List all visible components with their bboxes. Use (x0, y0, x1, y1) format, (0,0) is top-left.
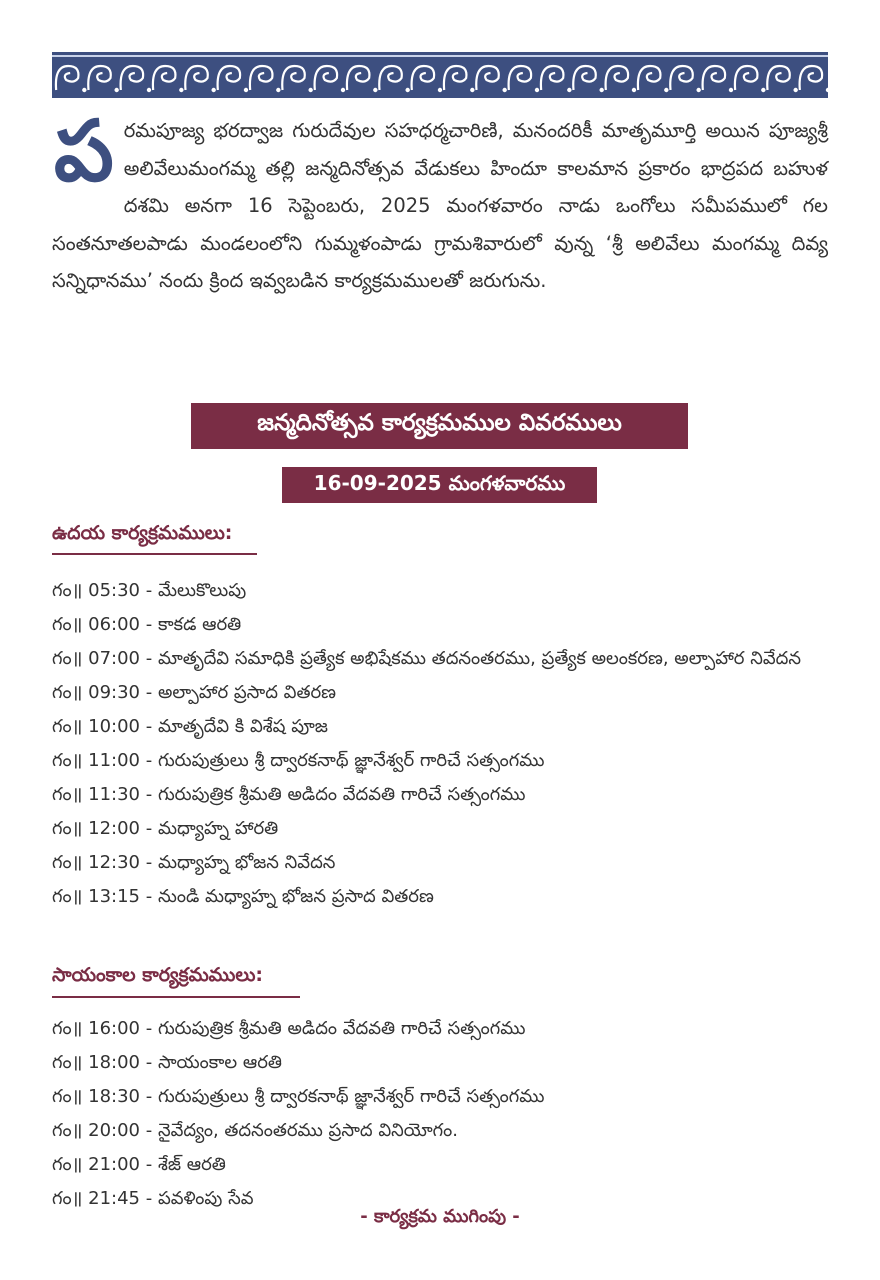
morning-heading: ఉదయ కార్యక్రమములు: (52, 522, 233, 544)
program-title: జన్మదినోత్సవ కార్యక్రమముల వివరములు (257, 410, 622, 436)
schedule-item (52, 676, 832, 710)
schedule-time: గం॥ 21:00 (52, 1154, 140, 1175)
schedule-description: పవళింపు సేవ (157, 1188, 254, 1209)
schedule-description: అల్పాహార ప్రసాద వితరణ (157, 682, 336, 703)
border-dot-motif (470, 88, 474, 92)
dropcap-letter: ప (54, 102, 114, 200)
schedule-separator: - (140, 1086, 158, 1107)
schedule-description: గురుపుత్రులు శ్రీ ద్వారకనాథ్ జ్ఞానేశ్వర్ గారిచే సత్సంగము (157, 750, 545, 771)
schedule-time: గం॥ 20:00 (52, 1120, 140, 1141)
closing-note: - కార్యక్రమ ముగింపు - (360, 1206, 520, 1227)
border-dot-motif (276, 88, 280, 92)
schedule-description: మధ్యాహ్న హారతి (157, 818, 279, 839)
schedule-item (52, 574, 832, 608)
border-dot-motif (82, 88, 86, 92)
schedule-description: నైవేద్యం, తదనంతరము ప్రసాద వినియోగం. (157, 1120, 459, 1141)
schedule-item (52, 744, 832, 778)
program-date: 16-09-2025 మంగళవారము (313, 470, 566, 495)
schedule-item (52, 642, 832, 676)
schedule-description: కాకడ ఆరతి (157, 614, 242, 635)
border-dot-motif (405, 88, 409, 92)
border-dot-motif (567, 88, 571, 92)
schedule-item (52, 778, 832, 812)
border-dot-motif (244, 88, 248, 92)
intro-text: రమపూజ్య భరద్వాజ గురుదేవుల సహధర్మచారిణి, మనందరికీ మాతృమూర్తి అయిన పూజ్యశ్రీ అలివేలుమంగమ్మ తల్లి జన్మదినోత్సవ వేడుకలు హిందూ కాలమాన ప్రకారం భాద్రపద బహుళ దశమి అనగా 16 సెప్టెంబరు, 2025 మంగళవారం నాడు ఒంగోలు సమీపములో గల సంతనూతలపాడు మండలంలోని గుమ్మళంపాడు గ్రామశివారులో వున్న ‘శ్రీ అలివేలు మంగమ్మ దివ్య సన్నిధానము’ నందు క్రింద ఇవ్వబడిన కార్యక్రమములతో జరుగును. (52, 119, 828, 292)
border-dot-motif (341, 88, 345, 92)
decorative-border (52, 52, 828, 98)
schedule-time: గం॥ 12:30 (52, 852, 140, 873)
schedule-time: గం॥ 07:00 (52, 648, 140, 669)
schedule-time: గం॥ 16:00 (52, 1018, 140, 1039)
schedule-separator: - (140, 1052, 158, 1073)
border-dot-motif (535, 88, 539, 92)
schedule-time: గం॥ 05:30 (52, 580, 140, 601)
schedule-time: గం॥ 21:45 (52, 1188, 140, 1209)
border-dot-motif (373, 88, 377, 92)
date-banner (282, 467, 597, 503)
schedule-item (52, 1080, 832, 1114)
schedule-time: గం॥ 09:30 (52, 682, 140, 703)
schedule-item (52, 1046, 832, 1080)
schedule-description: శేజ్ ఆరతి (157, 1154, 226, 1175)
schedule-time: గం॥ 11:00 (52, 750, 140, 771)
border-dot-motif (211, 88, 215, 92)
evening-heading-underline (52, 996, 300, 998)
morning-schedule-list (52, 574, 832, 914)
schedule-time: గం॥ 18:00 (52, 1052, 140, 1073)
border-dot-motif (599, 88, 603, 92)
schedule-item (52, 710, 832, 744)
schedule-item (52, 880, 832, 914)
schedule-item (52, 846, 832, 880)
schedule-separator: - (140, 1154, 158, 1175)
schedule-description: మాతృదేవి కి విశేష పూజ (157, 716, 328, 737)
intro-paragraph (52, 102, 828, 300)
border-dot-motif (308, 88, 312, 92)
schedule-separator: - (140, 818, 158, 839)
schedule-separator: - (140, 1188, 158, 1209)
evening-heading: సాయంకాల కార్యక్రమములు: (52, 964, 263, 986)
schedule-separator: - (140, 682, 158, 703)
schedule-time: గం॥ 11:30 (52, 784, 140, 805)
schedule-separator: - (140, 852, 158, 873)
schedule-separator: - (140, 1018, 158, 1039)
border-dot-motif (147, 88, 151, 92)
schedule-separator: - (140, 886, 158, 907)
schedule-separator: - (140, 716, 158, 737)
program-title-banner (191, 403, 688, 449)
schedule-description: మాతృదేవి సమాధికి ప్రత్యేక అభిషేకము తదనంతరము, ప్రత్యేక అలంకరణ, అల్పాహార నివేదన (157, 648, 801, 669)
border-dot-motif (696, 88, 700, 92)
schedule-description: నుండి మధ్యాహ్న భోజన ప్రసాద వితరణ (157, 886, 434, 907)
schedule-description: గురుపుత్రులు శ్రీ ద్వారకనాథ్ జ్ఞానేశ్వర్ గారిచే సత్సంగము (157, 1086, 545, 1107)
schedule-item (52, 1012, 832, 1046)
border-dot-motif (114, 88, 118, 92)
schedule-time: గం॥ 10:00 (52, 716, 140, 737)
schedule-time: గం॥ 12:00 (52, 818, 140, 839)
border-dot-motif (729, 88, 733, 92)
schedule-time: గం॥ 18:30 (52, 1086, 140, 1107)
schedule-description: గురుపుత్రిక శ్రీమతి అడిదం వేదవతి గారిచే సత్సంగము (157, 784, 526, 805)
schedule-description: గురుపుత్రిక శ్రీమతి అడిదం వేదవతి గారిచే సత్సంగము (157, 1018, 526, 1039)
border-dot-motif (438, 88, 442, 92)
schedule-time: గం॥ 13:15 (52, 886, 140, 907)
border-dot-motif (502, 88, 506, 92)
schedule-description: మధ్యాహ్న భోజన నివేదన (157, 852, 336, 873)
schedule-separator: - (140, 784, 158, 805)
schedule-separator: - (140, 580, 158, 601)
border-dot-motif (664, 88, 668, 92)
schedule-item (52, 1114, 832, 1148)
schedule-item (52, 1148, 832, 1182)
schedule-time: గం॥ 06:00 (52, 614, 140, 635)
border-dot-motif (793, 88, 797, 92)
schedule-separator: - (140, 648, 158, 669)
evening-schedule-list (52, 1012, 832, 1216)
border-dot-motif (179, 88, 183, 92)
border-dot-motif (632, 88, 636, 92)
schedule-separator: - (140, 614, 158, 635)
schedule-item (52, 608, 832, 642)
border-dot-motif (761, 88, 765, 92)
schedule-item (52, 812, 832, 846)
schedule-description: సాయంకాల ఆరతి (157, 1052, 282, 1073)
schedule-separator: - (140, 1120, 158, 1141)
morning-heading-underline (52, 553, 257, 555)
schedule-description: మేలుకొలుపు (157, 580, 247, 601)
schedule-separator: - (140, 750, 158, 771)
